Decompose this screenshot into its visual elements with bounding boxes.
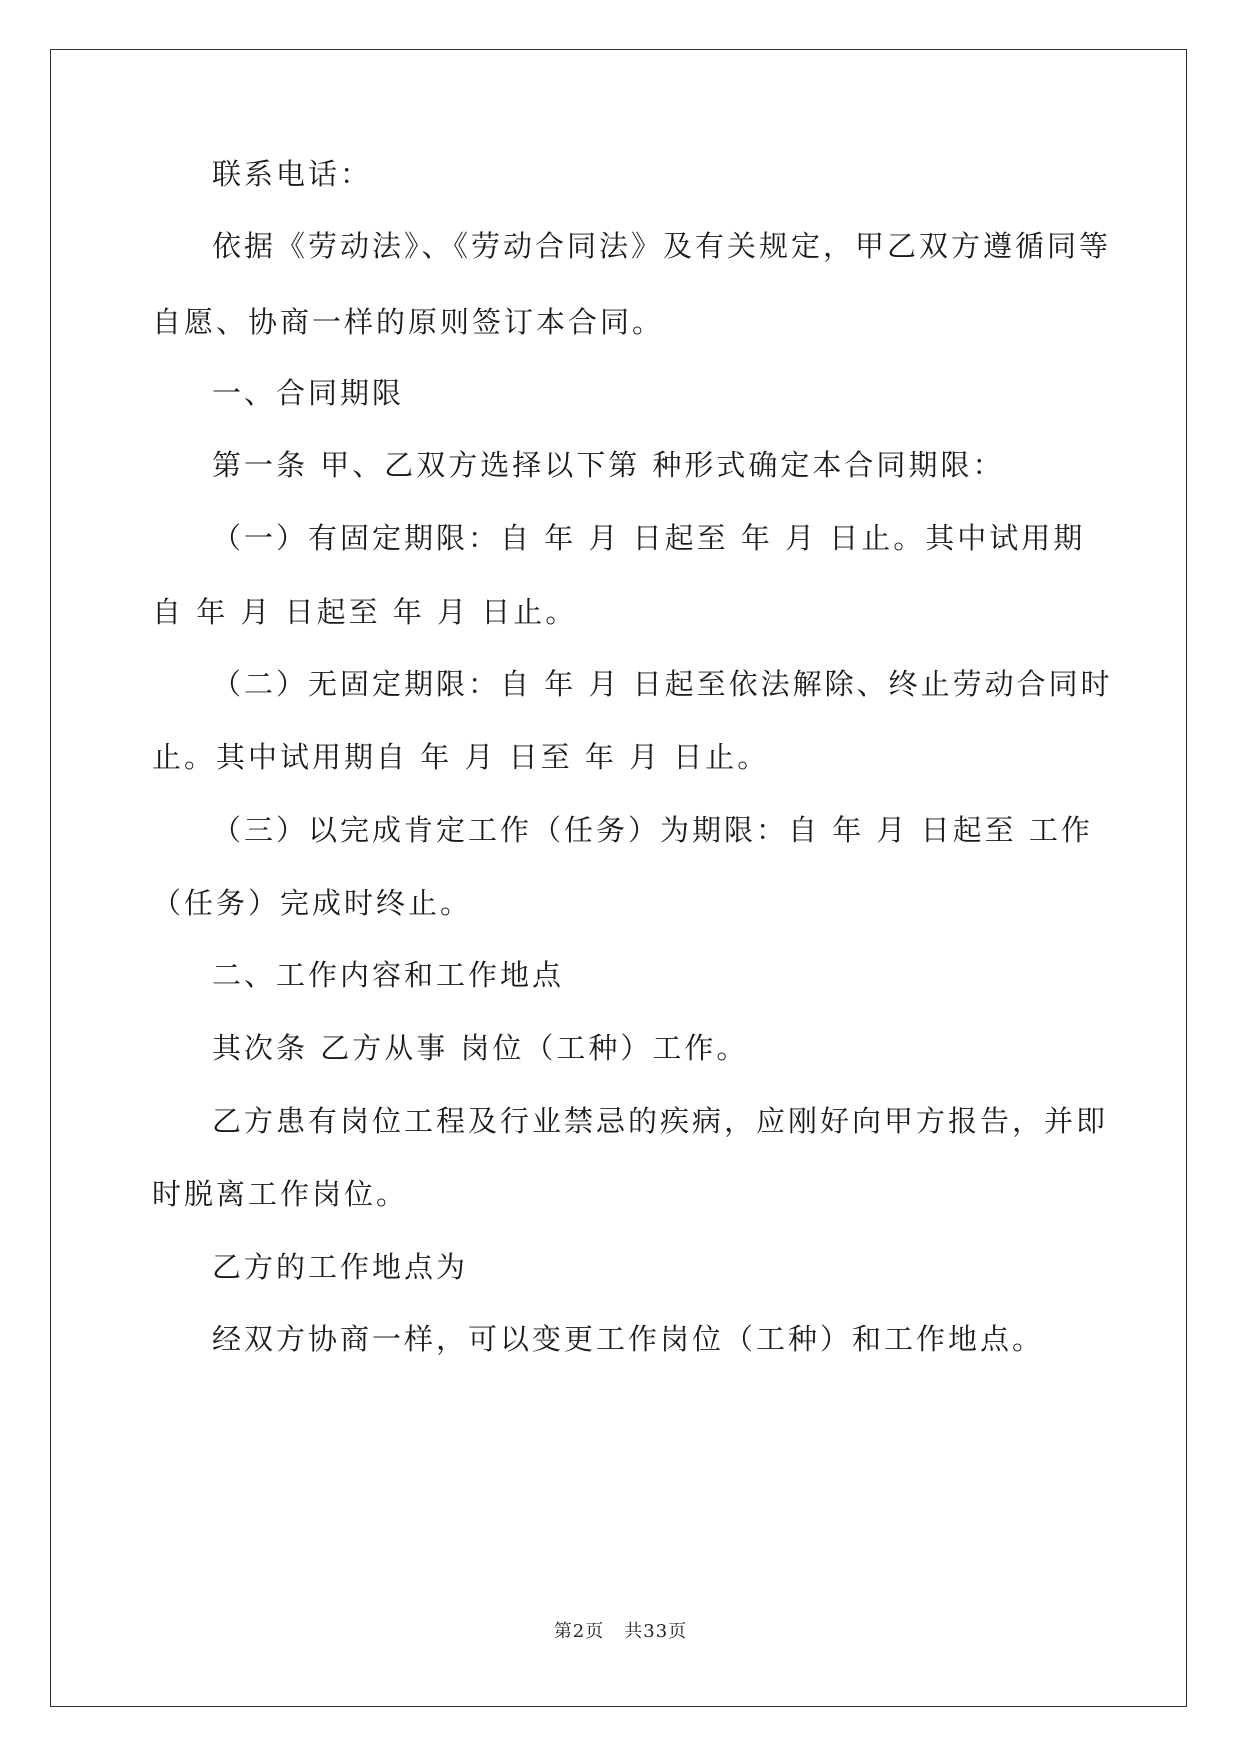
section-heading: 一、合同期限: [212, 376, 405, 410]
clause-line: （任务）完成时终止。: [152, 886, 473, 920]
paragraph-line: 自愿、协商一样的原则签订本合同。: [152, 305, 665, 339]
clause-line: （一）有固定期限：自 年 月 日起至 年 月 日止。其中试用期: [212, 521, 1086, 555]
page-footer: [0, 1617, 1241, 1643]
page-border: [50, 49, 1187, 1707]
clause-line: （二）无固定期限：自 年 月 日起至依法解除、终止劳动合同时: [212, 667, 1113, 701]
section-heading: 二、工作内容和工作地点: [212, 958, 565, 992]
clause-line: 自 年 月 日起至 年 月 日止。: [152, 595, 578, 629]
page-total: 共33页: [624, 1621, 688, 1642]
contact-phone-line: 联系电话：: [212, 157, 373, 191]
clause-line: （三）以完成肯定工作（任务）为期限：自 年 月 日起至 工作: [212, 813, 1093, 847]
page-number: 第2页: [553, 1621, 605, 1642]
clause-line: 止。其中试用期自 年 月 日至 年 月 日止。: [152, 740, 770, 774]
article-line: 其次条 乙方从事 岗位（工种）工作。: [212, 1031, 749, 1065]
article-line: 第一条 甲、乙双方选择以下第 种形式确定本合同期限：: [212, 448, 1005, 482]
paragraph-line: 依据《劳动法》、《劳动合同法》及有关规定，甲乙双方遵循同等: [212, 229, 1112, 263]
paragraph-line: 乙方患有岗位工程及行业禁忌的疾病，应刚好向甲方报告，并即: [212, 1104, 1109, 1138]
paragraph-line: 时脱离工作岗位。: [152, 1177, 409, 1211]
paragraph-line: 乙方的工作地点为: [212, 1250, 469, 1284]
paragraph-line: 经双方协商一样，可以变更工作岗位（工种）和工作地点。: [212, 1322, 1045, 1356]
